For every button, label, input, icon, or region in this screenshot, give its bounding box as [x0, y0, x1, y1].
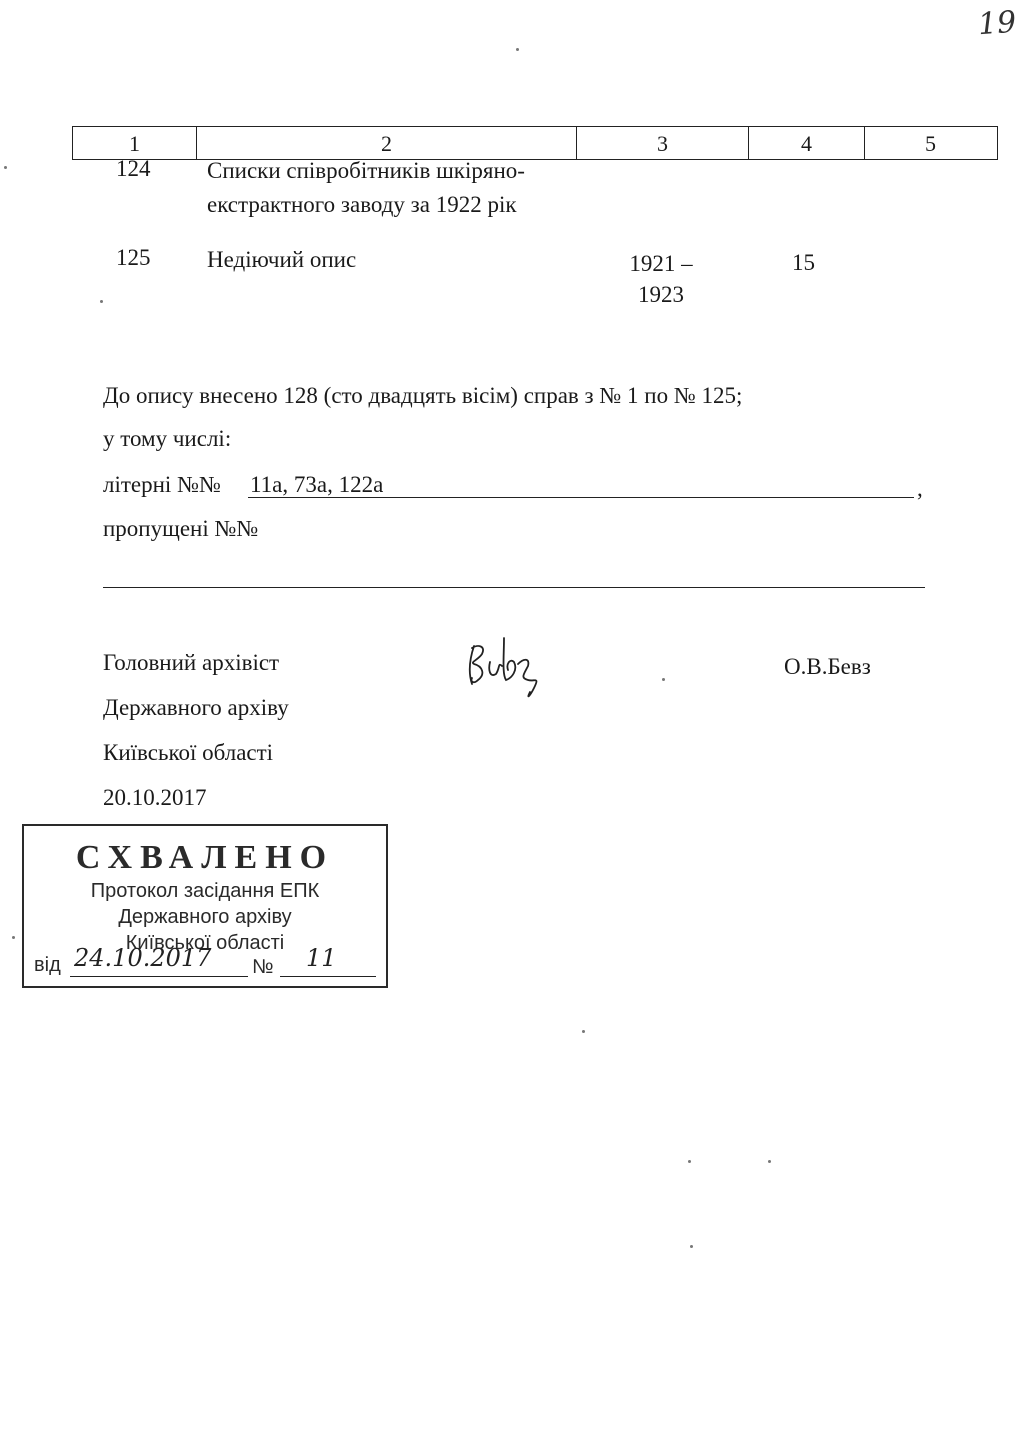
handwritten-signature-icon: [460, 618, 552, 702]
stamp-line: Київської області: [125, 932, 285, 954]
scan-speck: [582, 1030, 585, 1033]
page-number: 19: [976, 4, 1018, 43]
stamp-date: 24.10.2017: [74, 944, 212, 972]
stamp-number-underline: [280, 976, 376, 977]
summary-letter-label: літерні №№: [103, 472, 221, 497]
stamp-title: СХВАЛЕНО: [75, 839, 335, 876]
stamp-line: Державного архіву: [118, 906, 292, 928]
position-line: Державного архіву: [103, 695, 289, 720]
row-title: Недіючий опис: [207, 247, 357, 272]
position-line: Київської області: [103, 740, 274, 765]
stamp-from-label: від: [34, 954, 61, 976]
scan-speck: [100, 300, 103, 303]
stamp-date-underline: [70, 976, 248, 977]
summary-including: у тому числі:: [103, 426, 232, 451]
row-years-end: 1923: [638, 282, 684, 307]
scan-speck: [12, 936, 15, 939]
header-cell-4: 4: [749, 127, 865, 159]
summary-skipped-label: пропущені №№: [103, 516, 259, 541]
header-cell-2: 2: [197, 127, 577, 159]
scan-speck: [690, 1245, 693, 1248]
stamp-line: Протокол засідання ЕПК: [90, 880, 320, 902]
row-title: [207, 154, 525, 222]
skipped-underline: [103, 587, 925, 588]
row-number: 125: [116, 245, 151, 270]
row-years: [606, 248, 716, 310]
stamp-number: 11: [306, 944, 337, 972]
scan-speck: [688, 1160, 691, 1163]
row-years-start: 1921 –: [629, 251, 693, 276]
scan-speck: [768, 1160, 771, 1163]
signatory-position: [103, 640, 289, 820]
signature-date: 20.10.2017: [103, 785, 207, 810]
summary-letter-end: ,: [917, 476, 923, 501]
signatory-name: О.В.Бевз: [784, 654, 871, 679]
stamp-number-label: №: [252, 956, 274, 978]
letter-underline: [248, 497, 914, 498]
position-line: Головний архівіст: [103, 650, 280, 675]
row-title-line: екстрактного заводу за 1922 рік: [207, 192, 517, 217]
row-title-line: Списки співробітників шкіряно-: [207, 158, 525, 183]
scan-speck: [516, 48, 519, 51]
row-count: 15: [792, 250, 815, 275]
scan-speck: [4, 166, 7, 169]
summary-letter-value: 11а, 73а, 122а: [250, 472, 384, 497]
header-cell-3: 3: [577, 127, 749, 159]
row-number: 124: [116, 156, 151, 181]
summary-total: До опису внесено 128 (сто двадцять вісім) справ з № 1 по № 125;: [103, 383, 743, 408]
header-cell-5: 5: [925, 131, 936, 156]
stamp-date-row: [30, 944, 380, 980]
header-cell-1: 1: [73, 127, 197, 159]
scan-speck: [662, 678, 665, 681]
approval-stamp: [22, 824, 388, 988]
